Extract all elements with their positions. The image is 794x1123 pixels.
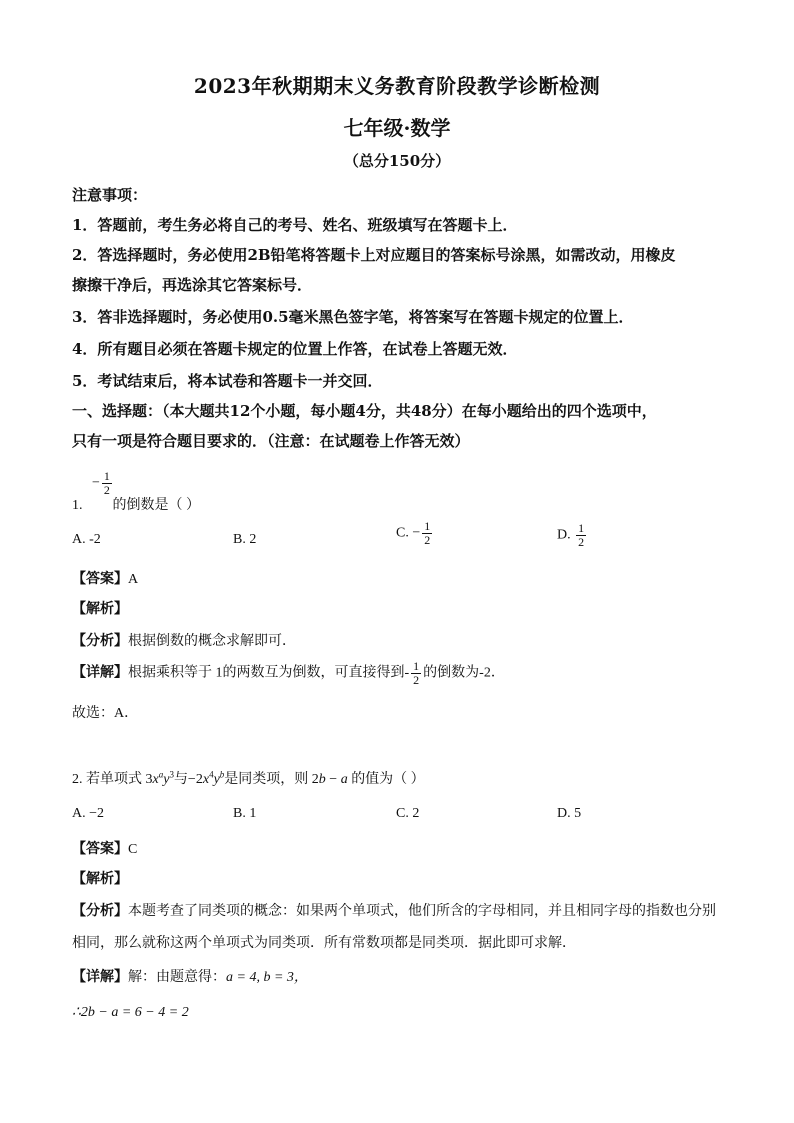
q2-number: 2. [72, 772, 83, 787]
q2-detail: 【详解】解：由题意得：a = 4, b = 3， [72, 970, 308, 985]
q1-option-a: A. -2 [72, 532, 101, 547]
q1-fraction: − $\frac{1}{2}$ [92, 469, 110, 497]
q2-option-a: A. −2 [72, 806, 105, 821]
q1-option-c: C. − $\frac{1}{2}$ [396, 519, 431, 547]
note-item-1: 1．答题前，考生务必将自己的考号、姓名、班级填写在答题卡上． [72, 216, 518, 234]
q1-option-b: B. 2 [233, 532, 257, 547]
q1-conclusion: 故选：A． [72, 706, 139, 721]
q2-option-d: D. 5 [557, 806, 582, 821]
q2-analysis-tag: 【解析】 [72, 872, 128, 887]
note-item-5: 5．考试结束后，将本试卷和答题卡一并交回． [72, 372, 383, 390]
q1-answer: 【答案】A [72, 572, 139, 587]
q1-number: 1. [72, 498, 83, 513]
q2-fenxi-line1: 【分析】本题考查了同类项的概念：如果两个单项式，他们所含的字母相同，并且相同字母的指数也分别 [72, 904, 716, 919]
section-heading-line2: 只有一项是符合题目要求的．（注意：在试题卷上作答无效） [72, 432, 470, 450]
total-score: （总分150分） [343, 152, 451, 170]
q1-detail: 【详解】根据乘积等于 1的两数互为倒数，可直接得到- $\frac{1}{2}$ 的倒数为-2． [72, 659, 505, 687]
q2-option-b: B. 1 [233, 806, 257, 821]
q2-option-c: C. 2 [396, 806, 420, 821]
q1-option-d: D. $\frac{1}{2}$ [557, 521, 585, 549]
q1-stem-tail: 的倒数是（ ） [112, 498, 200, 513]
q1-fenxi: 【分析】根据倒数的概念求解即可． [72, 634, 296, 649]
notes-heading: 注意事项： [72, 186, 148, 204]
exam-title: 2023年秋期期末义务教育阶段教学诊断检测 [193, 74, 601, 98]
note-item-3: 3．答非选择题时，务必使用0.5毫米黑色签字笔，将答案写在答题卡规定的位置上． [72, 308, 634, 326]
section-heading-line1: 一、选择题：（本大题共12个小题，每小题4分，共48分）在每小题给出的四个选项中， [72, 402, 657, 420]
note-item-2-cont: 擦擦干净后，再选涂其它答案标号． [72, 276, 313, 294]
q1-stem [72, 494, 200, 514]
q2-answer: 【答案】C [72, 842, 138, 857]
note-item-4: 4．所有题目必须在答题卡规定的位置上作答，在试卷上答题无效． [72, 340, 518, 358]
q2-stem: 2. 若单项式 $3x^ay^3$与$-2x^4y^b$是同类项，则 2b − a 的值为（ ） [72, 769, 425, 787]
q1-analysis-tag: 【解析】 [72, 602, 128, 617]
q2-final: ∴2b − a = 6 − 4 = 2 [72, 1005, 189, 1020]
q2-fenxi-line2: 相同，那么就称这两个单项式为同类项．所有常数项都是同类项．据此即可求解． [72, 936, 576, 951]
note-item-2: 2．答选择题时，务必使用2B铅笔将答题卡上对应题目的答案标号涂黑，如需改动，用橡皮 [72, 246, 676, 264]
exam-subtitle: 七年级·数学 [343, 116, 451, 140]
